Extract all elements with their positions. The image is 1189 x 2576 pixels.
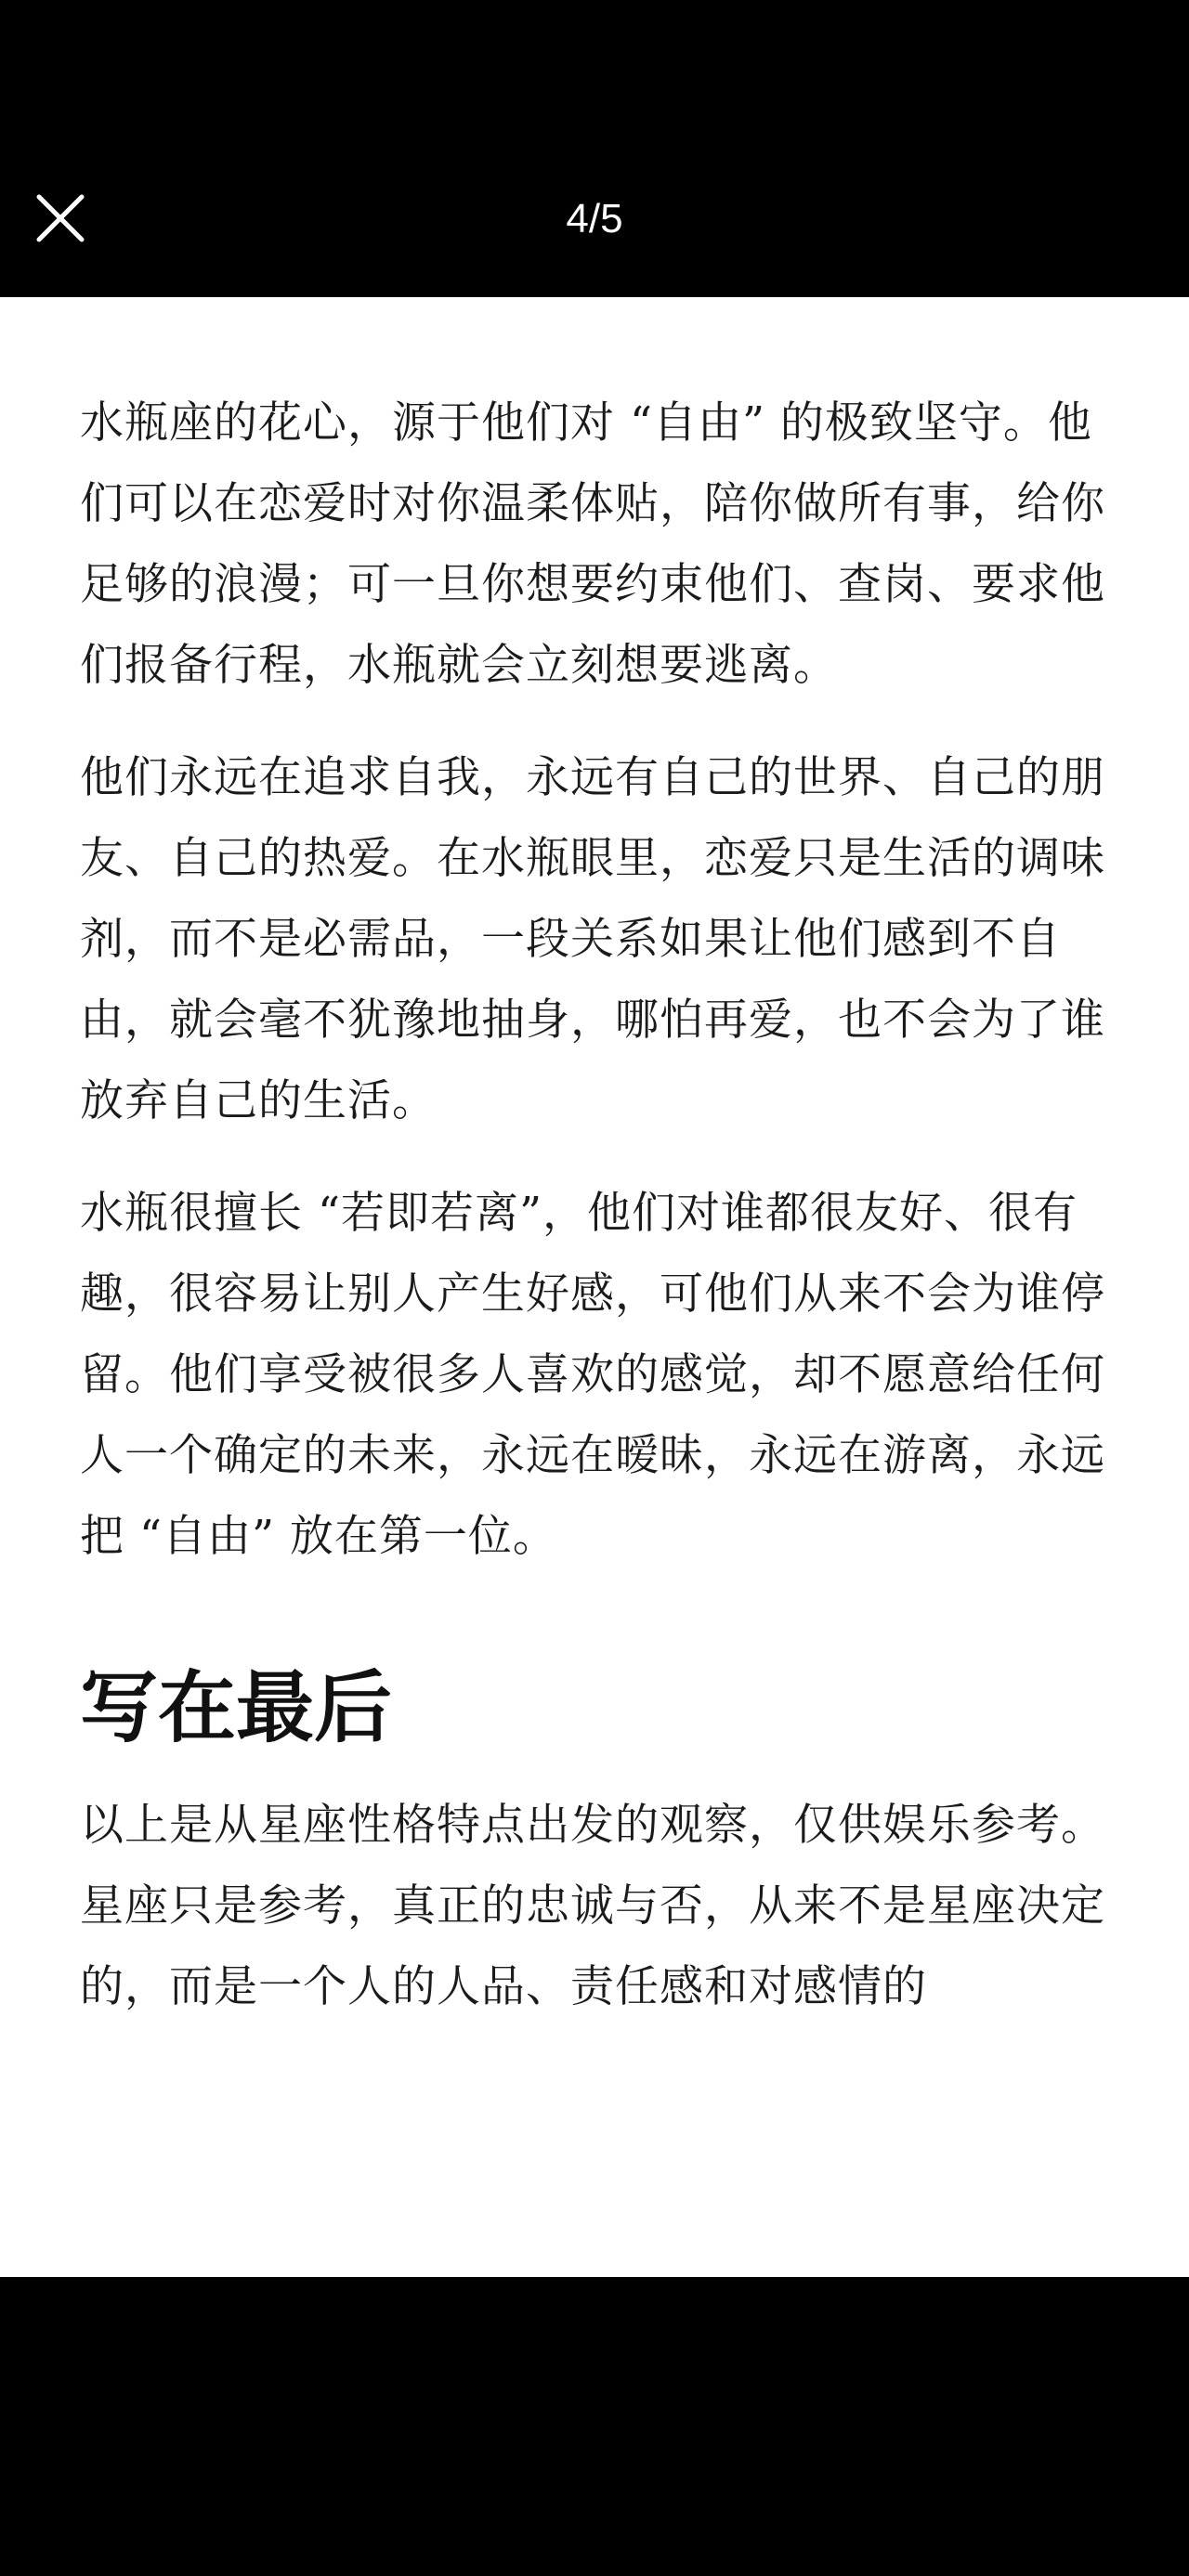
article-paragraph: 以上是从星座性格特点出发的观察，仅供娱乐参考。星座只是参考，真正的忠诚与否，从来不是星座决定的，而是一个人的人品、责任感和对感情的 (80, 1800, 1105, 2012)
article-paragraph: 他们永远在追求自我，永远有自己的世界、自己的朋友、自己的热爱。在水瓶眼里，恋爱只是生活的调味剂，而不是必需品，一段关系如果让他们感到不自由，就会毫不犹豫地抽身，哪怕再爱，也不会为了谁放弃自己的生活。 (80, 752, 1105, 1126)
article-paragraph: 水瓶很擅长 “若即若离”，他们对谁都很友好、很有趣，很容易让别人产生好感，可他们从来不会为谁停留。他们享受被很多人喜欢的感觉，却不愿意给任何人一个确定的未来，永远在暧昧，永远在游离，永远把 “自由” 放在第一位。 (80, 1188, 1105, 1562)
page-counter: 4/5 (566, 196, 623, 241)
article-page-image[interactable] (0, 297, 1189, 2277)
bottom-bar (0, 2277, 1189, 2576)
article-paragraph: 水瓶座的花心，源于他们对 “自由” 的极致坚守。他们可以在恋爱时对你温柔体贴，陪你做所有事，给你足够的浪漫；可一旦你想要约束他们、查岗、要求他们报备行程，水瓶就会立刻想要逃离。 (80, 397, 1105, 691)
top-bar (0, 0, 1189, 297)
section-heading: 写在最后 (80, 1661, 393, 1753)
